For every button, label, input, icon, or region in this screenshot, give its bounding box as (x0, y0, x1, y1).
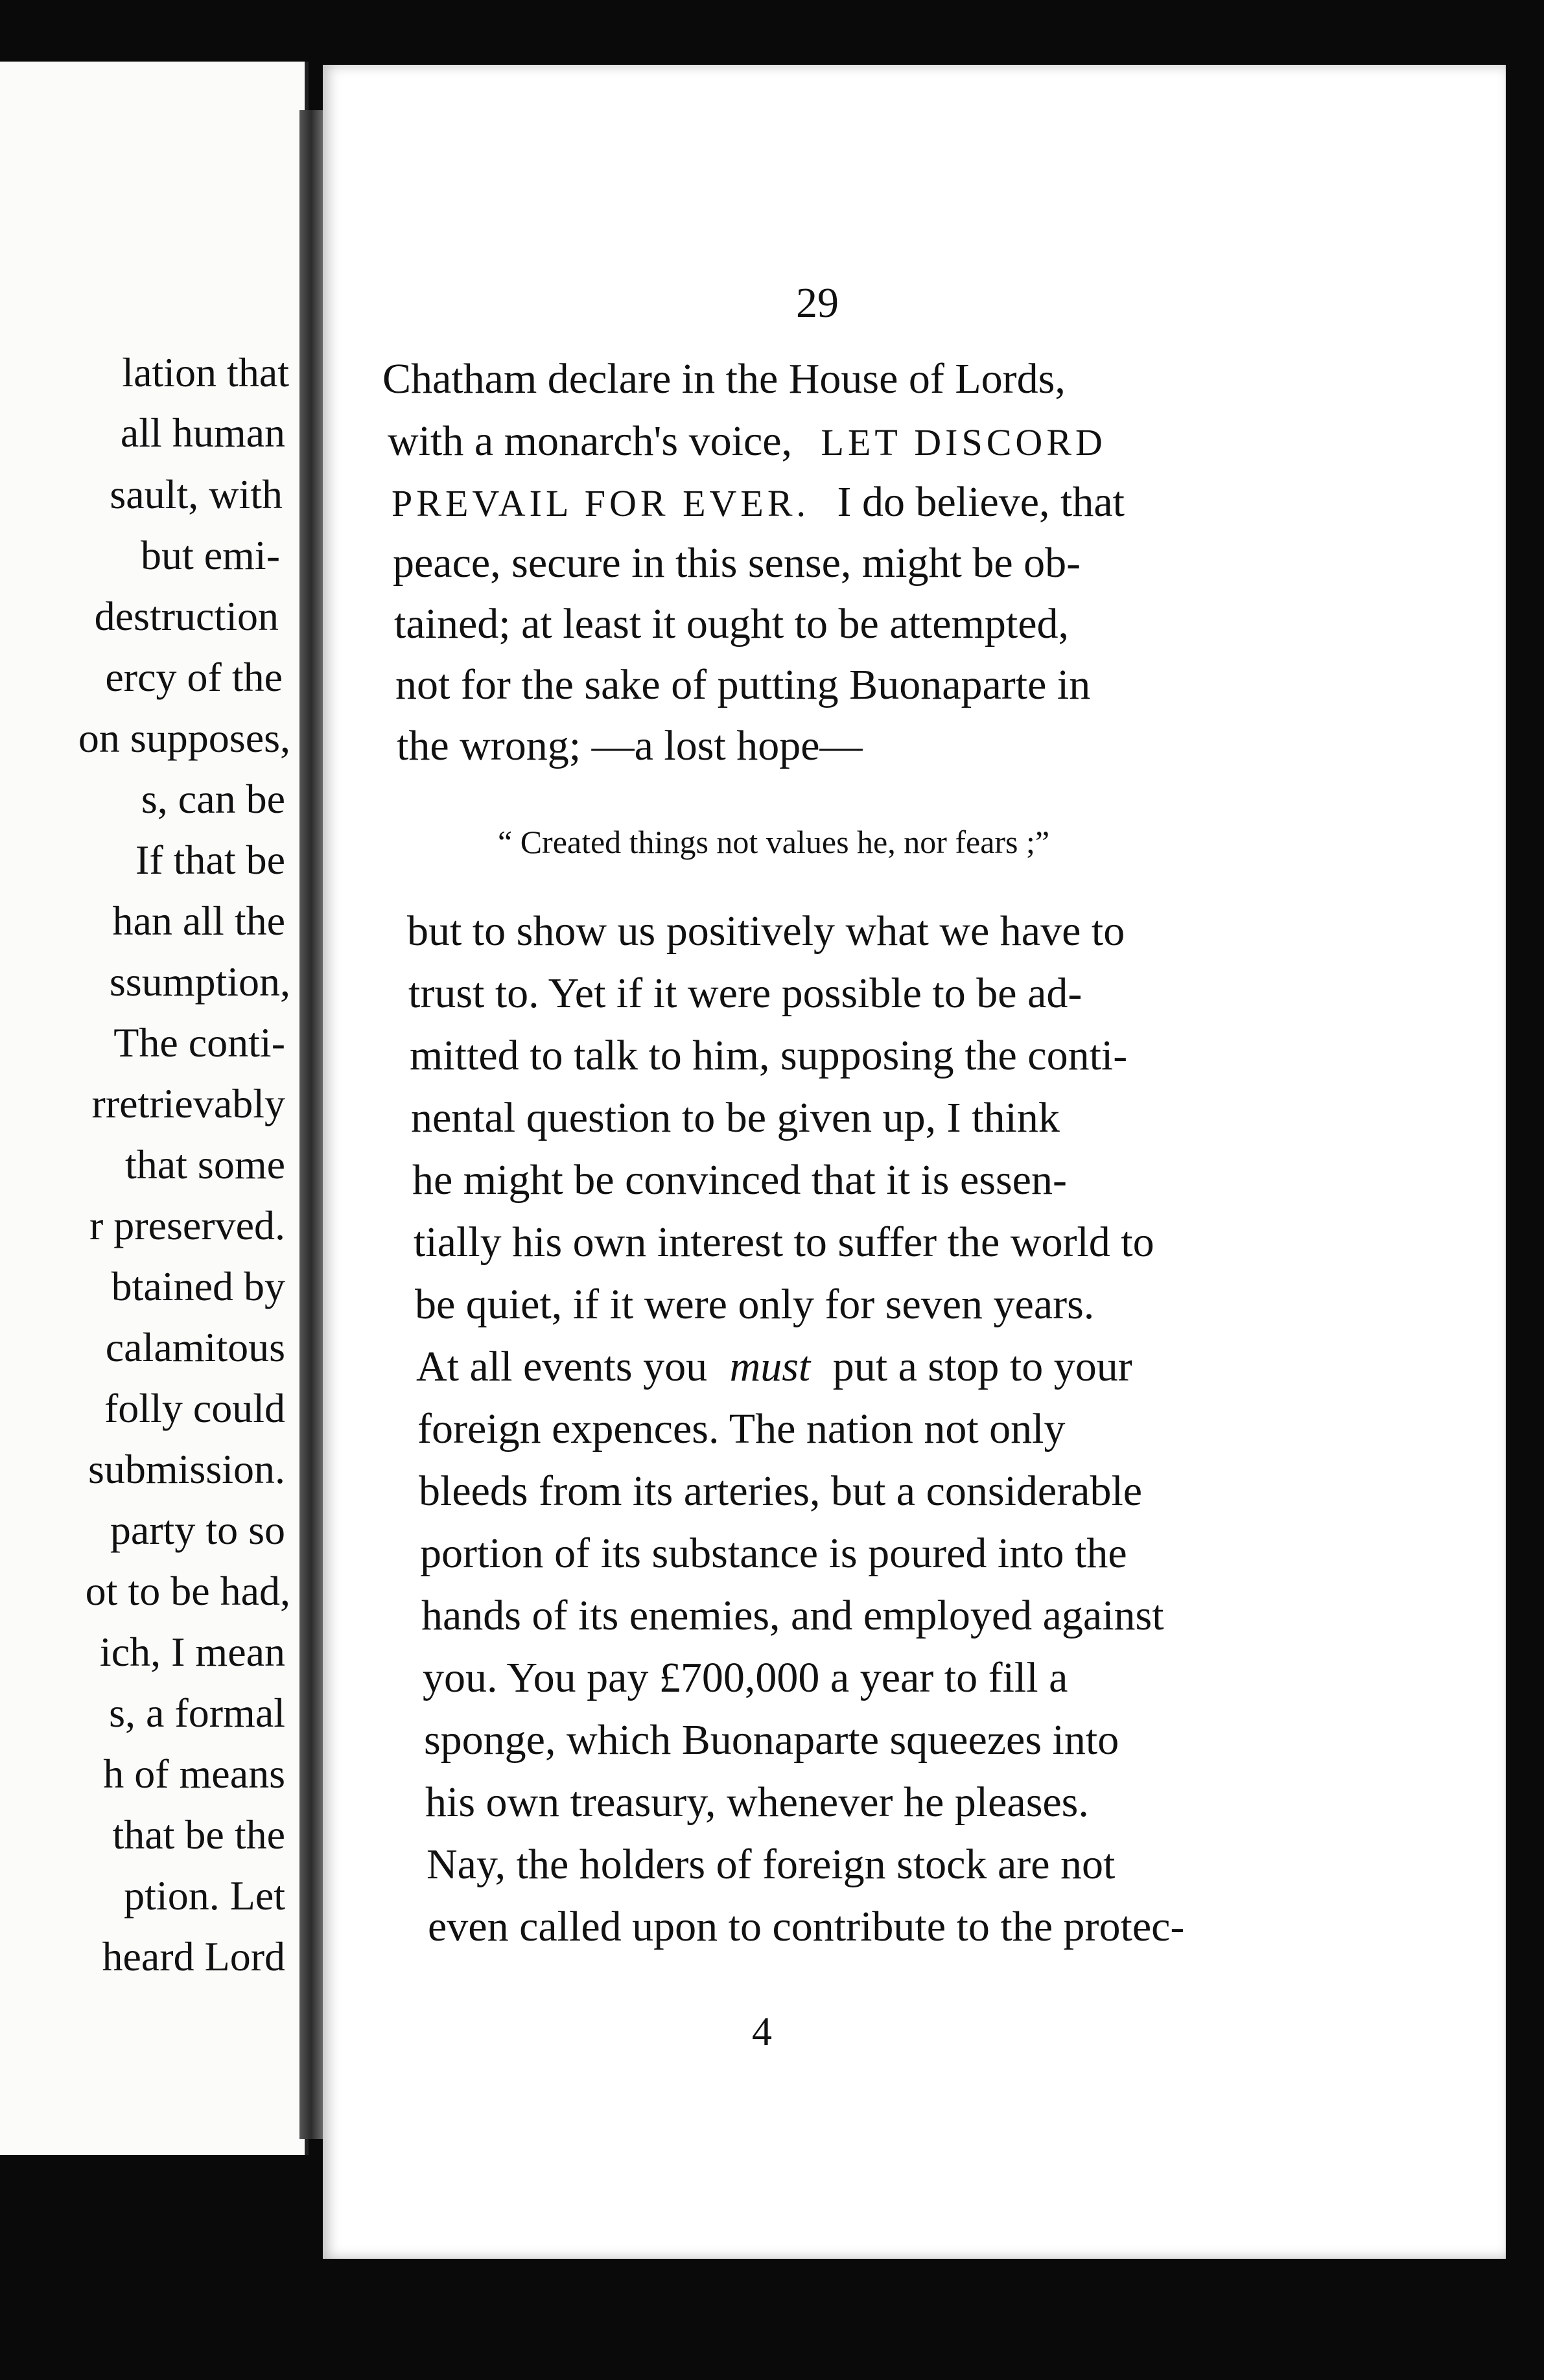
text-fragment: At all events you (416, 1343, 708, 1390)
text-line: portion of its substance is poured into the (420, 1530, 1127, 1577)
right-page (323, 65, 1506, 2259)
left-line: destruction (94, 593, 279, 639)
left-line: sault, with (110, 471, 283, 517)
quotation: “ Created things not values he, nor fears ;” (498, 824, 1050, 860)
text-line: you. You pay £700,000 a year to fill a (423, 1654, 1068, 1701)
text-line (392, 478, 1125, 526)
text-line: tially his own interest to suffer the world to (414, 1219, 1154, 1266)
text-line: Chatham declare in the House of Lords, (382, 355, 1066, 402)
text-line: sponge, which Buonaparte squeezes into (424, 1716, 1119, 1764)
left-line: han all the (112, 898, 285, 944)
left-line: ssumption, (109, 959, 290, 1005)
text-line: be quiet, if it were only for seven years. (415, 1281, 1095, 1328)
small-caps-text: PREVAIL FOR EVER. (392, 482, 810, 524)
left-line: s, can be (141, 776, 285, 822)
text-line: nental question to be given up, I think (411, 1094, 1060, 1141)
book-gutter (299, 110, 325, 2139)
left-line: s, a formal (109, 1690, 285, 1736)
left-line: lation that (122, 349, 289, 395)
text-line: but to show us positively what we have to (407, 907, 1125, 955)
left-line: ot to be had, (85, 1568, 290, 1614)
left-line: heard Lord (102, 1933, 285, 1979)
left-line: h of means (103, 1751, 285, 1797)
left-line: rretrievably (91, 1080, 285, 1126)
left-page (0, 62, 309, 2155)
small-caps-text: LET DISCORD (821, 421, 1106, 463)
text-line: not for the sake of putting Buonaparte in (395, 661, 1091, 708)
text-line: even called upon to contribute to the protec- (428, 1903, 1185, 1950)
left-line: r preserved. (89, 1202, 285, 1248)
left-line: ption. Let (124, 1872, 285, 1919)
left-line: but emi- (140, 532, 280, 578)
left-line: party to so (110, 1507, 285, 1553)
left-line: on supposes, (78, 715, 290, 761)
page-number: 29 (796, 279, 839, 327)
text-fragment: put a stop to your (832, 1343, 1132, 1390)
left-line: The conti- (113, 1020, 285, 1066)
left-line: submission. (88, 1446, 285, 1492)
text-line: hands of its enemies, and employed against (421, 1592, 1164, 1639)
left-line: folly could (104, 1385, 285, 1431)
left-line: ich, I mean (99, 1629, 285, 1675)
text-fragment: with a monarch's voice, (388, 417, 793, 465)
left-line: that be the (112, 1812, 285, 1858)
text-line: his own treasury, whenever he pleases. (425, 1779, 1089, 1826)
text-line (388, 417, 1106, 465)
text-line: mitted to talk to him, supposing the conti- (410, 1032, 1128, 1079)
text-line: tained; at least it ought to be attempted, (394, 600, 1070, 648)
text-line: peace, secure in this sense, might be ob- (393, 539, 1081, 587)
left-line: If that be (135, 837, 285, 883)
text-line: foreign expences. The nation not only (417, 1405, 1066, 1452)
text-line: Nay, the holders of foreign stock are not (427, 1841, 1116, 1888)
text-line: bleeds from its arteries, but a considerable (419, 1467, 1143, 1515)
italic-text: must (729, 1343, 811, 1390)
left-line: that some (124, 1141, 285, 1187)
text-line: trust to. Yet if it were possible to be ad- (408, 970, 1082, 1017)
left-line: ercy of the (105, 654, 283, 700)
left-line: btained by (111, 1263, 285, 1309)
text-line (416, 1343, 1132, 1390)
text-line: he might be convinced that it is essen- (412, 1156, 1067, 1204)
left-line: calamitous (105, 1324, 285, 1370)
signature-mark: 4 (752, 2010, 772, 2054)
left-line: all human (120, 410, 285, 456)
text-fragment: I do believe, that (837, 478, 1125, 526)
text-line: the wrong; —a lost hope— (397, 722, 863, 769)
